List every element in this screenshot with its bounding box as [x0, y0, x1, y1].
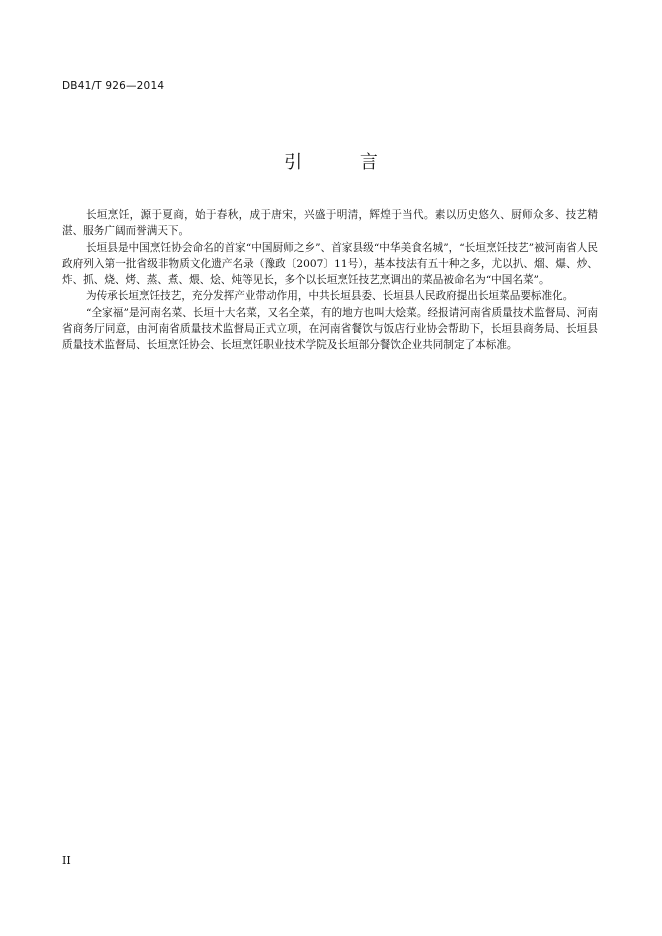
paragraph-county: 长垣县是中国烹饪协会命名的首家“中国厨师之乡”、首家县级“中华美食名城”，“长垣烹饪技艺”被河南省人民政府列入第一批省级非物质文化遗产名录（豫政〔2007〕11号），基本技法有五十种之多，尤以扒、熘、爆、炒、炸、抓、烧、烤、蒸、煮、煨、烩、炖等见长，多个以长垣烹饪技艺烹调出的菜品被命名为“中国名菜”。 [62, 241, 598, 287]
paragraph-standardization: 为传承长垣烹饪技艺，充分发挥产业带动作用，中共长垣县委、长垣县人民政府提出长垣菜品要标准化。 [86, 290, 574, 303]
page-number: II [62, 854, 71, 867]
page-title: 引 言 [284, 152, 404, 173]
paragraph-history: 长垣烹饪，源于夏商，始于春秋，成于唐宋，兴盛于明清，辉煌于当代。素以历史悠久、厨师众多、技艺精湛、服务广阔而誉满天下。 [62, 209, 598, 238]
introduction-body [62, 207, 598, 354]
standard-code: DB41/T 926—2014 [62, 80, 165, 92]
paragraph-quanjiafu: “全家福”是河南名菜、长垣十大名菜，又名全菜，有的地方也叫大烩菜。经报请河南省质量技术监督局、河南省商务厅同意，由河南省质量技术监督局正式立项，在河南省餐饮与饭店行业协会帮助下，长垣县商务局、长垣县质量技术监督局、长垣烹饪协会、长垣烹饪职业技术学院及长垣部分餐饮企业共同制定了本标准。 [62, 306, 598, 352]
